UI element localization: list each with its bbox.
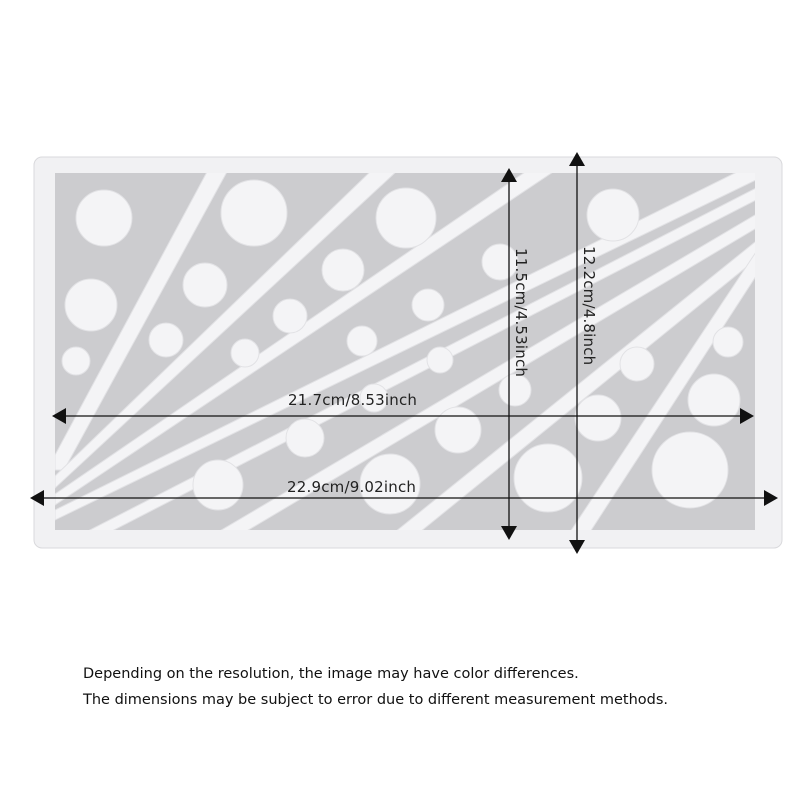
color-disclaimer: Depending on the resolution, the image may have color differences. — [83, 666, 579, 682]
outer-width-label: 22.9cm/9.02inch — [287, 478, 417, 496]
inner-width-label: 21.7cm/8.53inch — [288, 391, 418, 409]
inner-height-label: 11.5cm/4.53inch — [512, 248, 530, 378]
measurement-disclaimer: The dimensions may be subject to error due to different measurement methods. — [83, 692, 669, 708]
outer-height-label: 12.2cm/4.8inch — [580, 246, 598, 366]
